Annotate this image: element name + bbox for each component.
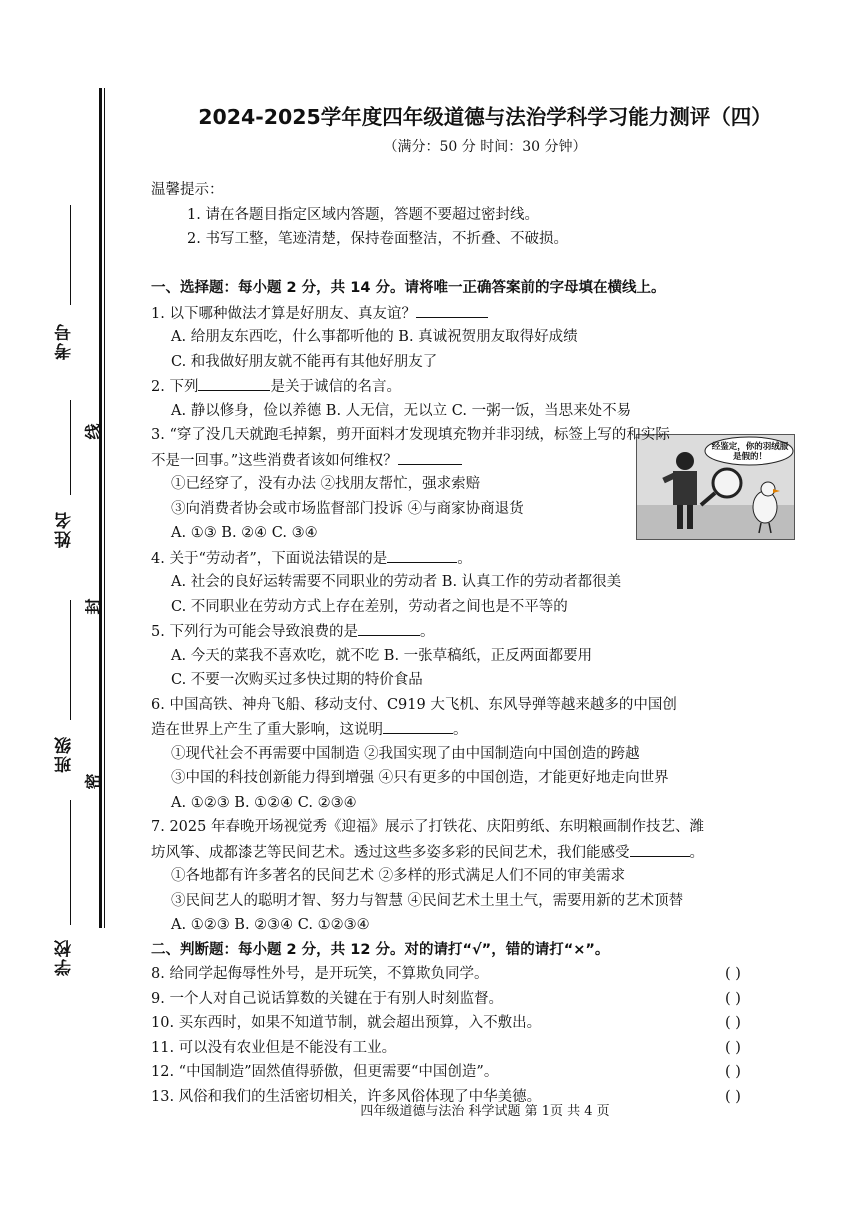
answer-blank[interactable]: [383, 717, 453, 734]
name-line: [70, 400, 71, 495]
exam-number-line: [70, 205, 71, 305]
question-7-line1: 7. 2025 年春晚开场视觉秀《迎福》展示了打铁花、庆阳剪纸、东明粮画制作技艺、潍: [151, 819, 704, 835]
question-stem: 不是一回事。”这些消费者该如何维权？: [151, 452, 398, 469]
judgment-text: 11. 可以没有农业但是不能没有工业。: [151, 1039, 397, 1056]
question-6: [151, 717, 811, 742]
question-3: [151, 448, 811, 473]
section2-heading: 二、判断题：每小题 2 分，共 12 分。对的请打“√”，错的请打“×”。: [151, 941, 610, 958]
judgment-text: 8. 给同学起侮辱性外号，是开玩笑，不算欺负同学。: [151, 966, 489, 982]
question-options: C. 不要一次购买过多快过期的特价食品: [171, 672, 423, 688]
question-stem: 4. 关于“劳动者”，下面说法错误的是: [151, 550, 388, 567]
question-options: ③民间艺人的聪明才智、努力与智慧 ④民间艺术土里土气，需要用新的艺术顶替: [171, 892, 684, 909]
judgment-text: 12. “中国制造”固然值得骄傲，但更需要“中国创造”。: [151, 1064, 499, 1080]
answer-blank[interactable]: [398, 448, 462, 465]
question-stem: 5. 下列行为可能会导致浪费的是: [151, 624, 358, 640]
question-options: ③向消费者协会或市场监督部门投诉 ④与商家协商退货: [171, 500, 524, 517]
spacer: [151, 252, 811, 277]
school-label: 学校: [55, 938, 75, 976]
question-7: [151, 840, 811, 865]
page-title: 2024-2025学年度四年级道德与法治学科学习能力测评（四）: [198, 105, 772, 129]
name-label: 姓名: [55, 510, 75, 548]
question-options: A. 社会的良好运转需要不同职业的劳动者 B. 认真工作的劳动者都很美: [171, 574, 622, 590]
question-options: ①各地都有许多著名的民间艺术 ②多样的形式满足人们不同的审美需求: [171, 868, 626, 884]
section1-heading: 一、选择题：每小题 2 分，共 14 分。请将唯一正确答案前的字母填在横线上。: [151, 280, 666, 296]
answer-parentheses[interactable]: ( ): [725, 1088, 741, 1105]
question-5: [151, 619, 811, 644]
binding-line-inner: [104, 88, 105, 928]
page-footer: 四年级道德与法治 科学试题 第 1页 共 4 页: [360, 1104, 610, 1119]
judgment-text: 13. 风俗和我们的生活密切相关，许多风俗体现了中华美德。: [151, 1088, 542, 1105]
judgment-item: [151, 987, 811, 1012]
answer-blank[interactable]: [198, 374, 270, 391]
judgment-item: [151, 1036, 811, 1061]
seal-seal-char: 封: [83, 598, 103, 615]
question-answers: A. ①②③ B. ②③④ C. ①②③④: [171, 917, 370, 933]
judgment-item: [151, 962, 811, 987]
question-1: [151, 301, 811, 326]
question-stem: 坊风筝、成都漆艺等民间艺术。透过这些多姿多彩的民间艺术，我们能感受: [151, 844, 630, 861]
page-subtitle: （满分：50 分 时间：30 分钟）: [383, 139, 587, 155]
tip-item: 2. 书写工整，笔迹清楚，保持卷面整洁，不折叠、不破损。: [187, 231, 568, 247]
answer-parentheses[interactable]: ( ): [725, 1039, 741, 1056]
cartoon-caption: 经鉴定，你的羽绒服是假的！: [711, 442, 789, 462]
exam-body: [151, 178, 811, 1109]
answer-parentheses[interactable]: ( ): [725, 1015, 741, 1031]
seal-line-char: 线: [83, 423, 103, 440]
question-options: A. 静以修身，俭以养德 B. 人无信，无以立 C. 一粥一饭，当思来处不易: [171, 402, 632, 419]
question-6-line1: 6. 中国高铁、神舟飞船、移动支付、C919 大飞机、东风导弹等越来越多的中国创: [151, 696, 677, 713]
punctuation: 。: [689, 844, 704, 861]
answer-blank[interactable]: [416, 301, 488, 318]
question-answers: A. ①③ B. ②④ C. ③④: [171, 525, 318, 541]
tips-title: 温馨提示：: [151, 182, 224, 198]
question-stem: 2. 下列: [151, 379, 199, 395]
question-options: ③中国的科技创新能力得到增强 ④只有更多的中国创造，才能更好地走向世界: [171, 770, 669, 786]
question-options: A. 给朋友东西吃，什么事都听他的 B. 真诚祝贺朋友取得好成绩: [171, 329, 578, 345]
question-options: C. 和我做好朋友就不能再有其他好朋友了: [171, 353, 438, 370]
school-line: [70, 800, 71, 925]
question-2: [151, 374, 811, 399]
punctuation: 。: [453, 722, 468, 738]
answer-blank[interactable]: [387, 546, 457, 563]
class-label: 班级: [55, 735, 75, 773]
question-answers: A. ①②③ B. ①②④ C. ②③④: [171, 794, 357, 811]
question-4: [151, 546, 811, 571]
judgment-item: [151, 1060, 811, 1085]
punctuation: 。: [419, 624, 435, 640]
judgment-item: [151, 1011, 811, 1036]
question-stem-end: 是关于诚信的名言。: [270, 379, 401, 395]
question-options: ①现代社会不再需要中国制造 ②我国实现了由中国制造向中国创造的跨越: [171, 745, 640, 762]
exam-number-label: 考号: [55, 322, 75, 360]
judgment-text: 9. 一个人对自己说话算数的关键在于有别人时刻监督。: [151, 990, 503, 1007]
answer-blank[interactable]: [630, 840, 690, 857]
question-3-line1: 3. “穿了没几天就跑毛掉絮，剪开面料才发现填充物并非羽绒，标签上写的和实际: [151, 427, 670, 443]
answer-parentheses[interactable]: ( ): [725, 1064, 741, 1080]
question-options: A. 今天的菜我不喜欢吃，就不吃 B. 一张草稿纸，正反两面都要用: [171, 647, 593, 664]
binding-line: [99, 88, 102, 928]
question-stem: 造在世界上产生了重大影响，这说明: [151, 722, 383, 738]
answer-blank[interactable]: [358, 619, 420, 636]
seal-secret-char: 密: [83, 773, 103, 790]
question-options: C. 不同职业在劳动方式上存在差别，劳动者之间也是不平等的: [171, 598, 568, 615]
class-line: [70, 600, 71, 720]
judgment-text: 10. 买东西时，如果不知道节制，就会超出预算，入不敷出。: [151, 1015, 542, 1031]
punctuation: 。: [457, 550, 472, 567]
answer-parentheses[interactable]: ( ): [725, 966, 741, 982]
question-options: ①已经穿了，没有办法 ②找朋友帮忙，强求索赔: [171, 476, 481, 492]
question-stem: 1. 以下哪种做法才算是好朋友、真友谊？: [151, 305, 416, 322]
tip-item: 1. 请在各题目指定区域内答题，答题不要超过密封线。: [187, 206, 539, 223]
answer-parentheses[interactable]: ( ): [725, 990, 741, 1007]
